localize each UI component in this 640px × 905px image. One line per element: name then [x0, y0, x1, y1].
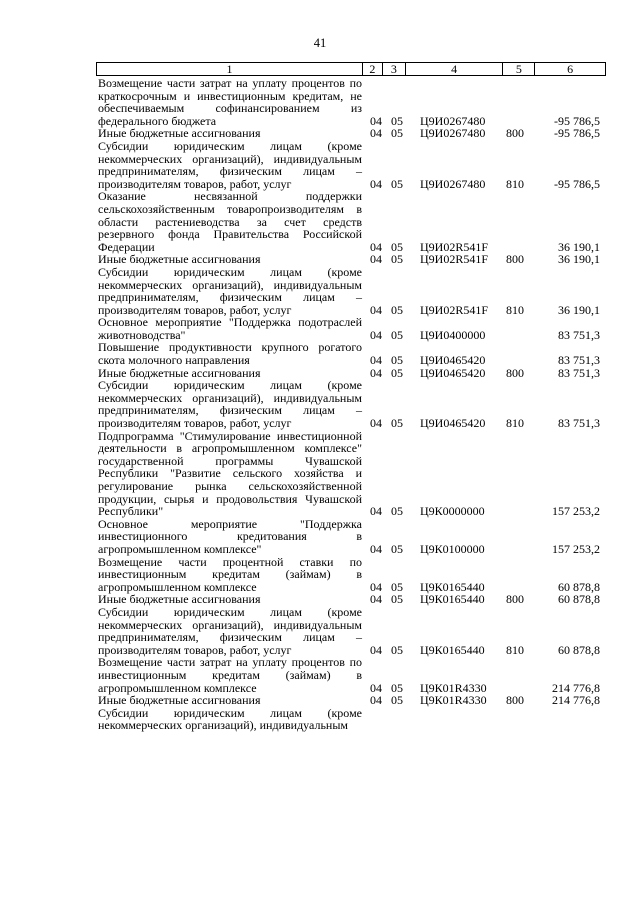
row-description: Субсидии юридическим лицам (кроме некоммерческих организаций), индивидуальным предпринимателям, физическим лицам – производителям товаров, работ, услуг	[98, 138, 362, 191]
row-description: Субсидии юридическим лицам (кроме некоммерческих организаций), индивидуальным предпринимателям, физическим лицам – производителям товаров, работ, услуг	[98, 264, 362, 317]
table-header	[96, 62, 606, 76]
expense-type-code: 800	[506, 365, 524, 380]
header-col-2: 2	[363, 63, 383, 75]
subsection-code: 05	[391, 592, 403, 607]
section-code: 04	[370, 504, 382, 519]
amount: -95 786,5	[554, 176, 600, 191]
table-row	[0, 518, 640, 556]
amount: 83 751,3	[558, 365, 600, 380]
subsection-code: 05	[391, 126, 403, 141]
section-code: 04	[370, 541, 382, 556]
header-col-3: 3	[383, 63, 406, 75]
target-article-code: Ц9И0465420	[420, 353, 486, 368]
row-description: Возмещение части затрат на уплату процентов по инвестиционным кредитам (займам) в агропромышленном комплексе	[98, 655, 362, 695]
header-col-6: 6	[567, 62, 574, 76]
section-code: 04	[370, 642, 382, 657]
row-description: Иные бюджетные ассигнования	[98, 252, 261, 267]
section-code: 04	[370, 113, 382, 128]
target-article-code: Ц9И0400000	[420, 327, 486, 342]
row-description: Возмещение части затрат на уплату процентов по краткосрочным и инвестиционным кредитам, не обеспечиваемым софинансированием из федерального бюджета	[98, 76, 362, 128]
target-article-code: Ц9К01R4330	[420, 680, 487, 695]
target-article-code: Ц9К01R4330	[420, 693, 487, 708]
subsection-code: 05	[391, 353, 403, 368]
section-code: 04	[370, 365, 382, 380]
subsection-code: 05	[391, 252, 403, 267]
section-code: 04	[370, 353, 382, 368]
amount: -95 786,5	[554, 126, 600, 141]
amount: 60 878,8	[558, 642, 600, 657]
row-description: Субсидии юридическим лицам (кроме некоммерческих организаций), индивидуальным	[98, 705, 362, 733]
row-description: Иные бюджетные ассигнования	[98, 365, 261, 380]
expense-type-code: 810	[506, 176, 524, 191]
target-article-code: Ц9И0267480	[420, 176, 486, 191]
table-row	[0, 694, 640, 707]
header-col-4: 4	[406, 63, 504, 75]
table-row	[0, 606, 640, 656]
row-description: Иные бюджетные ассигнования	[98, 592, 261, 607]
section-code: 04	[370, 579, 382, 594]
subsection-code: 05	[391, 693, 403, 708]
target-article-code: Ц9И02R541F	[420, 302, 489, 317]
subsection-code: 05	[391, 680, 403, 695]
section-code: 04	[370, 416, 382, 431]
subsection-code: 05	[391, 302, 403, 317]
table-row	[0, 556, 640, 594]
page-number: 41	[313, 36, 327, 50]
expense-type-code: 810	[506, 416, 524, 431]
subsection-code: 05	[391, 365, 403, 380]
target-article-code: Ц9И0465420	[420, 365, 486, 380]
header-col-5: 5	[503, 63, 535, 75]
amount: 60 878,8	[558, 579, 600, 594]
expense-type-code: 800	[506, 126, 524, 141]
section-code: 04	[370, 302, 382, 317]
expense-type-code: 800	[506, 693, 524, 708]
section-code: 04	[370, 252, 382, 267]
subsection-code: 05	[391, 579, 403, 594]
expense-type-code: 800	[506, 252, 524, 267]
row-description: Повышение продуктивности крупного рогатого скота молочного направления	[98, 340, 362, 368]
table-body	[0, 77, 640, 732]
amount: 36 190,1	[558, 239, 600, 254]
target-article-code: Ц9И0465420	[420, 416, 486, 431]
row-description: Основное мероприятие "Поддержка инвестиционного кредитования в агропромышленном комплексе"	[98, 516, 362, 556]
table-row	[0, 379, 640, 429]
target-article-code: Ц9И02R541F	[420, 239, 489, 254]
table-row	[0, 266, 640, 316]
section-code: 04	[370, 693, 382, 708]
row-description: Иные бюджетные ассигнования	[98, 126, 261, 141]
row-description: Основное мероприятие "Поддержка подотраслей животноводства"	[98, 315, 362, 342]
amount: 83 751,3	[558, 416, 600, 431]
row-description: Оказание несвязанной поддержки сельскохозяйственным товаропроизводителям в области растениеводства за счет средств резервного фонда Правительства Российской Федерации	[98, 189, 362, 254]
row-description: Субсидии юридическим лицам (кроме некоммерческих организаций), индивидуальным предпринимателям, физическим лицам – производителям товаров, работ, услуг	[98, 378, 362, 431]
subsection-code: 05	[391, 327, 403, 342]
table-row	[0, 140, 640, 190]
section-code: 04	[370, 126, 382, 141]
table-row	[0, 656, 640, 694]
amount: 60 878,8	[558, 592, 600, 607]
target-article-code: Ц9К0100000	[420, 541, 485, 556]
amount: 36 190,1	[558, 252, 600, 267]
amount: 83 751,3	[558, 327, 600, 342]
amount: 36 190,1	[558, 302, 600, 317]
table-row	[0, 77, 640, 127]
table-row	[0, 707, 640, 732]
section-code: 04	[370, 592, 382, 607]
target-article-code: Ц9К0165440	[420, 579, 485, 594]
row-description: Субсидии юридическим лицам (кроме некоммерческих организаций), индивидуальным предпринимателям, физическим лицам – производителям товаров, работ, услуг	[98, 604, 362, 657]
subsection-code: 05	[391, 416, 403, 431]
row-description: Подпрограмма "Стимулирование инвестиционной деятельности в агропромышленном комплексе" государственной программы Чувашской Республики "Развитие сельского хозяйства и регулирование рынка сельскохозяйственной продукции, сырья и продовольствия Чувашской Республики"	[98, 428, 362, 519]
table-row	[0, 190, 640, 253]
expense-type-code: 810	[506, 302, 524, 317]
target-article-code: Ц9И0267480	[420, 126, 486, 141]
expense-type-code: 810	[506, 642, 524, 657]
row-description: Иные бюджетные ассигнования	[98, 693, 261, 708]
table-row	[0, 430, 640, 518]
amount: 214 776,8	[552, 693, 600, 708]
row-description: Возмещение части процентной ставки по инвестиционным кредитам (займам) в агропромышленном комплексе	[98, 554, 362, 594]
amount: 157 253,2	[552, 541, 600, 556]
section-code: 04	[370, 176, 382, 191]
header-col-1: 1	[97, 63, 363, 75]
target-article-code: Ц9И02R541F	[420, 252, 489, 267]
subsection-code: 05	[391, 113, 403, 128]
target-article-code: Ц9И0267480	[420, 113, 486, 128]
subsection-code: 05	[391, 504, 403, 519]
table-row	[0, 341, 640, 366]
expense-type-code: 800	[506, 592, 524, 607]
amount: -95 786,5	[554, 113, 600, 128]
target-article-code: Ц9К0165440	[420, 642, 485, 657]
subsection-code: 05	[391, 239, 403, 254]
subsection-code: 05	[391, 176, 403, 191]
subsection-code: 05	[391, 642, 403, 657]
subsection-code: 05	[391, 541, 403, 556]
section-code: 04	[370, 680, 382, 695]
amount: 157 253,2	[552, 504, 600, 519]
target-article-code: Ц9К0165440	[420, 592, 485, 607]
section-code: 04	[370, 327, 382, 342]
table-row	[0, 316, 640, 341]
amount: 214 776,8	[552, 680, 600, 695]
section-code: 04	[370, 239, 382, 254]
target-article-code: Ц9К0000000	[420, 504, 485, 519]
amount: 83 751,3	[558, 353, 600, 368]
